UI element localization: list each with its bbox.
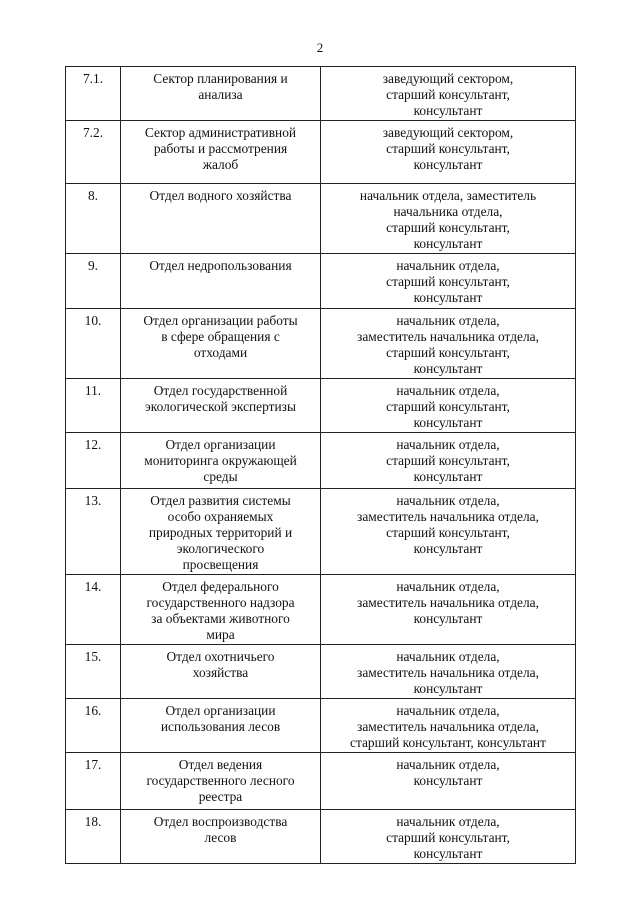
- row-number-cell: [66, 184, 121, 254]
- position-line: старший консультант,: [386, 87, 510, 102]
- position-line: заместитель начальника отдела,: [357, 719, 539, 734]
- positions-cell: [321, 645, 576, 699]
- department-name-line: хозяйства: [192, 665, 249, 680]
- row-number-cell: [66, 309, 121, 379]
- department-name-cell: [121, 254, 321, 309]
- row-number: 7.1.: [82, 71, 104, 86]
- row-number: 12.: [84, 437, 102, 452]
- department-name-line: экологической экспертизы: [145, 399, 296, 414]
- row-number: 13.: [84, 493, 102, 508]
- position-line: начальник отдела,: [396, 703, 500, 718]
- department-name-line: Отдел организации: [165, 437, 276, 452]
- position-line: старший консультант,: [386, 220, 510, 235]
- department-name-line: мира: [206, 627, 235, 642]
- position-line: начальник отдела, заместитель: [359, 188, 537, 203]
- row-number-cell: [66, 753, 121, 810]
- department-name-line: Сектор планирования и: [153, 71, 288, 86]
- table-row: [66, 753, 576, 810]
- page-number: 2: [316, 40, 324, 55]
- positions-cell: [321, 67, 576, 121]
- department-name-cell: [121, 433, 321, 489]
- table-row: [66, 433, 576, 489]
- row-number-cell: [66, 254, 121, 309]
- row-number-cell: [66, 121, 121, 184]
- table-row: [66, 489, 576, 575]
- position-line: начальник отдела,: [396, 437, 500, 452]
- row-number-cell: [66, 379, 121, 433]
- position-line: старший консультант,: [386, 345, 510, 360]
- department-name-line: среды: [203, 469, 238, 484]
- row-number: 14.: [84, 579, 102, 594]
- department-name-line: государственного надзора: [146, 595, 295, 610]
- department-name-line: анализа: [198, 87, 243, 102]
- department-name-line: природных территорий и: [148, 525, 293, 540]
- department-name-line: Отдел развития системы: [150, 493, 291, 508]
- positions-cell: [321, 810, 576, 864]
- position-line: заведующий сектором,: [382, 125, 514, 140]
- table-row: [66, 699, 576, 753]
- department-name-cell: [121, 575, 321, 645]
- department-name-line: за объектами животного: [151, 611, 290, 626]
- row-number-cell: [66, 433, 121, 489]
- table-body: [66, 67, 576, 864]
- department-name-line: Отдел воспроизводства: [153, 814, 288, 829]
- staff-positions-table: [65, 66, 576, 864]
- department-name-line: использования лесов: [160, 719, 281, 734]
- row-number: 10.: [84, 313, 102, 328]
- department-name-cell: [121, 121, 321, 184]
- row-number: 16.: [84, 703, 102, 718]
- position-line: консультант: [413, 236, 483, 251]
- department-name-line: работы и рассмотрения: [153, 141, 288, 156]
- positions-cell: [321, 575, 576, 645]
- department-name-line: жалоб: [202, 157, 239, 172]
- row-number: 8.: [87, 188, 99, 203]
- position-line: начальник отдела,: [396, 649, 500, 664]
- department-name-line: в сфере обращения с: [161, 329, 280, 344]
- position-line: консультант: [413, 611, 483, 626]
- table-row: [66, 121, 576, 184]
- department-name-line: отходами: [193, 345, 248, 360]
- department-name-line: просвещения: [182, 557, 259, 572]
- position-line: начальника отдела,: [393, 204, 503, 219]
- row-number-cell: [66, 810, 121, 864]
- position-line: заместитель начальника отдела,: [357, 329, 539, 344]
- position-line: начальник отдела,: [396, 757, 500, 772]
- position-line: начальник отдела,: [396, 383, 500, 398]
- table-row: [66, 67, 576, 121]
- position-line: начальник отдела,: [396, 313, 500, 328]
- position-line: консультант: [413, 469, 483, 484]
- positions-cell: [321, 184, 576, 254]
- position-line: консультант: [413, 846, 483, 861]
- department-name-cell: [121, 379, 321, 433]
- row-number-cell: [66, 645, 121, 699]
- table-row: [66, 379, 576, 433]
- position-line: заместитель начальника отдела,: [357, 509, 539, 524]
- department-name-line: государственного лесного: [146, 773, 295, 788]
- department-name-line: Сектор административной: [144, 125, 297, 140]
- position-line: старший консультант,: [386, 830, 510, 845]
- department-name-line: реестра: [198, 789, 243, 804]
- department-name-line: Отдел государственной: [153, 383, 288, 398]
- row-number: 17.: [84, 757, 102, 772]
- department-name-line: Отдел водного хозяйства: [149, 188, 292, 203]
- position-line: заведующий сектором,: [382, 71, 514, 86]
- table-row: [66, 254, 576, 309]
- department-name-cell: [121, 645, 321, 699]
- department-name-cell: [121, 309, 321, 379]
- position-line: старший консультант,: [386, 453, 510, 468]
- position-line: заместитель начальника отдела,: [357, 595, 539, 610]
- row-number-cell: [66, 489, 121, 575]
- positions-cell: [321, 489, 576, 575]
- position-line: начальник отдела,: [396, 258, 500, 273]
- table-row: [66, 645, 576, 699]
- position-line: начальник отдела,: [396, 814, 500, 829]
- row-number: 7.2.: [82, 125, 104, 140]
- table-row: [66, 575, 576, 645]
- department-name-cell: [121, 810, 321, 864]
- department-name-line: мониторинга окружающей: [144, 453, 297, 468]
- department-name-cell: [121, 699, 321, 753]
- positions-cell: [321, 254, 576, 309]
- position-line: старший консультант,: [386, 274, 510, 289]
- department-name-line: Отдел организации: [165, 703, 276, 718]
- department-name-line: особо охраняемых: [167, 509, 274, 524]
- position-line: консультант: [413, 681, 483, 696]
- position-line: начальник отдела,: [396, 493, 500, 508]
- department-name-line: экологического: [176, 541, 265, 556]
- position-line: консультант: [413, 157, 483, 172]
- department-name-cell: [121, 753, 321, 810]
- positions-cell: [321, 379, 576, 433]
- position-line: начальник отдела,: [396, 579, 500, 594]
- positions-cell: [321, 309, 576, 379]
- department-name-cell: [121, 67, 321, 121]
- table-row: [66, 184, 576, 254]
- department-name-line: Отдел организации работы: [143, 313, 298, 328]
- position-line: консультант: [413, 773, 483, 788]
- department-name-line: Отдел ведения: [178, 757, 263, 772]
- row-number-cell: [66, 699, 121, 753]
- positions-cell: [321, 433, 576, 489]
- department-name-cell: [121, 489, 321, 575]
- row-number-cell: [66, 575, 121, 645]
- row-number: 15.: [84, 649, 102, 664]
- table-row: [66, 810, 576, 864]
- positions-cell: [321, 753, 576, 810]
- table-row: [66, 309, 576, 379]
- position-line: консультант: [413, 541, 483, 556]
- department-name-cell: [121, 184, 321, 254]
- position-line: консультант: [413, 290, 483, 305]
- position-line: старший консультант,: [386, 525, 510, 540]
- position-line: старший консультант,: [386, 141, 510, 156]
- department-name-line: Отдел федерального: [162, 579, 279, 594]
- department-name-line: лесов: [204, 830, 237, 845]
- position-line: консультант: [413, 103, 483, 118]
- position-line: старший консультант, консультант: [350, 735, 546, 750]
- positions-cell: [321, 121, 576, 184]
- row-number: 18.: [84, 814, 102, 829]
- position-line: заместитель начальника отдела,: [357, 665, 539, 680]
- department-name-line: Отдел недропользования: [149, 258, 292, 273]
- row-number: 11.: [84, 383, 102, 398]
- position-line: консультант: [413, 361, 483, 376]
- department-name-line: Отдел охотничьего: [166, 649, 275, 664]
- position-line: консультант: [413, 415, 483, 430]
- positions-cell: [321, 699, 576, 753]
- row-number: 9.: [87, 258, 99, 273]
- position-line: старший консультант,: [386, 399, 510, 414]
- row-number-cell: [66, 67, 121, 121]
